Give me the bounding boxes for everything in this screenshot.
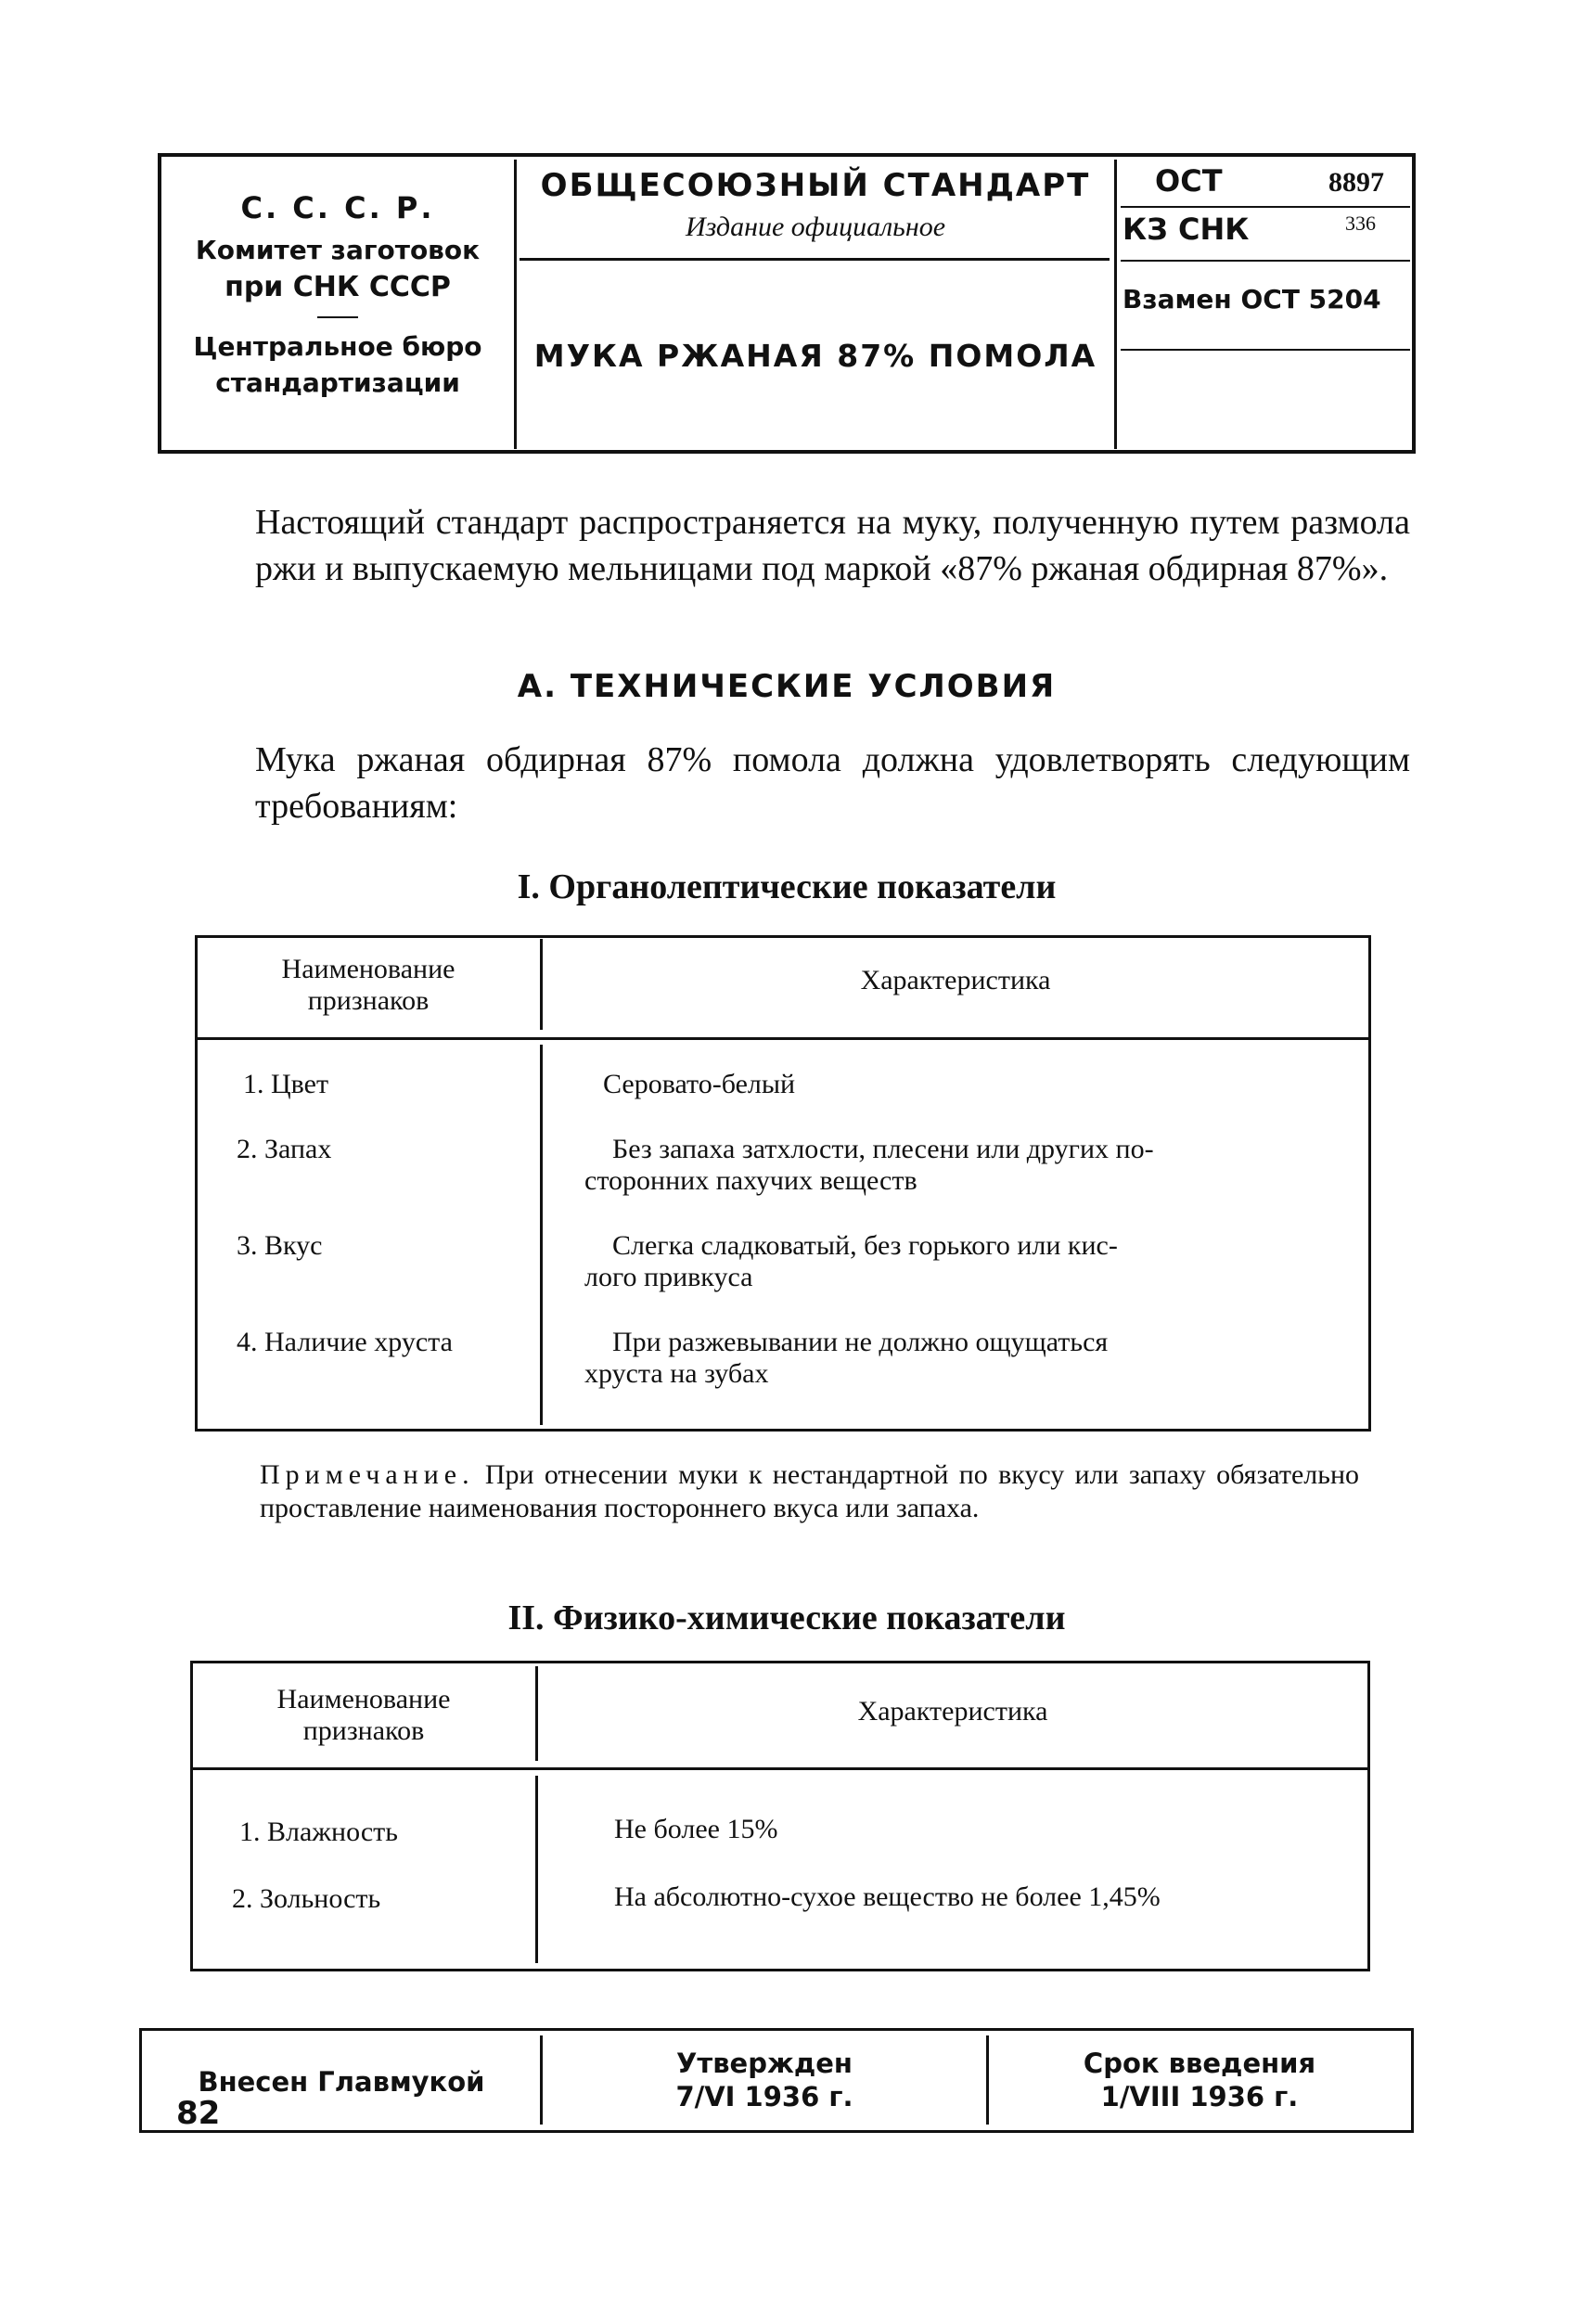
table2-header-name-line-2: признаков	[302, 1715, 425, 1746]
table-row-name: 1. Влажность	[239, 1817, 398, 1847]
footer-divider-1	[540, 2035, 543, 2125]
table2-top-rule	[190, 1661, 1370, 1663]
bureau-line-2: стандартизации	[215, 367, 460, 398]
effective-label: Срок введения	[1083, 2048, 1316, 2079]
table2-header-rule	[190, 1767, 1370, 1770]
committee-line-1: Комитет заготовок	[195, 235, 481, 265]
table2-header-divider	[535, 1666, 538, 1761]
ost-fraction-bar	[1319, 206, 1410, 208]
edition-subtitle: Издание официальное	[685, 212, 946, 242]
table-row-value	[584, 1230, 1336, 1293]
table-row-value-line-2: лого привкуса	[584, 1262, 753, 1292]
table1-header-name-line-2: признаков	[307, 985, 430, 1016]
table2-title: II. Физико-химические показатели	[507, 1599, 1066, 1637]
table-row-value	[584, 1327, 1336, 1390]
approved-date: 7/VI 1936 г.	[675, 2081, 853, 2112]
table1-right-border	[1368, 935, 1371, 1430]
table-row-value-line-1: При разжевывании не должно ощущаться	[612, 1327, 1109, 1357]
table-row-name: 1. Цвет	[243, 1069, 329, 1099]
kz-snk-label: КЗ СНК	[1123, 212, 1250, 247]
standard-type-title: ОБЩЕСОЮЗНЫЙ СТАНДАРТ	[540, 167, 1091, 204]
country-label: С. С. С. Р.	[240, 190, 435, 225]
table-row-value: Не более 15%	[614, 1814, 778, 1844]
table1-note	[260, 1458, 1359, 1525]
header-border-top	[158, 153, 1416, 157]
effective-cell	[990, 2047, 1409, 2113]
table-row-name: 3. Вкус	[237, 1230, 323, 1261]
bureau-line-1: Центральное бюро	[193, 331, 482, 362]
table2-header-name	[194, 1684, 533, 1747]
requirements-paragraph: Мука ржаная обдирная 87% помола должна удовлетворять следующим требованиям:	[255, 740, 1410, 826]
footer-divider-2	[986, 2035, 989, 2125]
kz-snk-number: 336	[1345, 212, 1376, 235]
table-row-value: Серовато-белый	[603, 1069, 796, 1099]
table1-header-rule	[195, 1037, 1371, 1040]
note-label: Примечание.	[260, 1459, 475, 1490]
approved-cell	[544, 2047, 985, 2113]
replaces-standard: Взамен ОСТ 5204	[1123, 284, 1381, 315]
table-row-name: 2. Зольность	[232, 1883, 381, 1914]
footer-right-border	[1411, 2028, 1414, 2132]
table-row-value-line-2: хруста на зубах	[584, 1358, 769, 1389]
header-right-rule-3	[1121, 349, 1410, 351]
header-border-right	[1412, 153, 1416, 452]
table2-right-border	[1367, 1661, 1370, 1970]
ost-label: ОСТ	[1155, 163, 1223, 199]
table2-left-border	[190, 1661, 193, 1970]
header-border-bottom	[158, 450, 1416, 454]
table1-bottom-rule	[195, 1429, 1371, 1432]
issuer-separator	[317, 316, 358, 318]
table1-header-divider	[540, 939, 543, 1030]
table-row-name: 2. Запах	[237, 1134, 332, 1164]
table-row-value: На абсолютно-сухое вещество не более 1,45%	[614, 1881, 1161, 1912]
table2-header-name-line-1: Наименование	[276, 1684, 451, 1714]
header-center-rule	[520, 258, 1110, 261]
header-divider-right	[1114, 160, 1117, 449]
ost-number: 8897	[1328, 167, 1384, 198]
table-row-value-line-1: Слегка сладковатый, без горького или кис-	[612, 1230, 1118, 1261]
committee-line-2: при СНК СССР	[225, 271, 451, 303]
approved-label: Утвержден	[676, 2048, 853, 2079]
header-right-rule-2	[1121, 260, 1410, 262]
table1-header-name	[199, 954, 538, 1017]
table1-header-name-line-1: Наименование	[281, 954, 455, 984]
section-a-title: А. ТЕХНИЧЕСКИЕ УСЛОВИЯ	[517, 668, 1057, 705]
table1-title: I. Органолептические показатели	[517, 867, 1057, 906]
intro-paragraph: Настоящий стандарт распространяется на муку, полученную путем размола ржи и выпускаемую мельницами под маркой «87% ржаная обдирная 87%».	[255, 503, 1410, 588]
note-text: При отнесении муки к нестандартной по вкусу или запаху обязательно проставление наименования постороннего вкуса или запаха.	[260, 1459, 1359, 1523]
issuing-body	[162, 190, 513, 398]
table-row-name: 4. Наличие хруста	[237, 1327, 453, 1357]
footer-bottom-rule	[139, 2130, 1414, 2133]
table2-header-characteristic: Характеристика	[857, 1696, 1048, 1727]
table-row-value-line-1: Без запаха затхлости, плесени или других по-	[612, 1134, 1154, 1164]
page-number: 82	[176, 2095, 221, 2132]
document-title: МУКА РЖАНАЯ 87% ПОМОЛА	[533, 338, 1097, 374]
effective-date: 1/VIII 1936 г.	[1100, 2081, 1299, 2112]
table-row-value	[584, 1134, 1336, 1197]
table1-top-rule	[195, 935, 1371, 938]
table1-header-characteristic: Характеристика	[860, 965, 1051, 995]
table1-left-border	[195, 935, 198, 1430]
introduced-by: Внесен Главмукой	[198, 2066, 485, 2098]
footer-left-border	[139, 2028, 142, 2132]
footer-top-rule	[139, 2028, 1414, 2031]
table-row-value-line-2: сторонних пахучих веществ	[584, 1165, 917, 1196]
table1-body-divider	[540, 1045, 543, 1425]
header-border-left	[158, 153, 161, 452]
table2-body-divider	[535, 1776, 538, 1963]
table2-bottom-rule	[190, 1969, 1370, 1971]
